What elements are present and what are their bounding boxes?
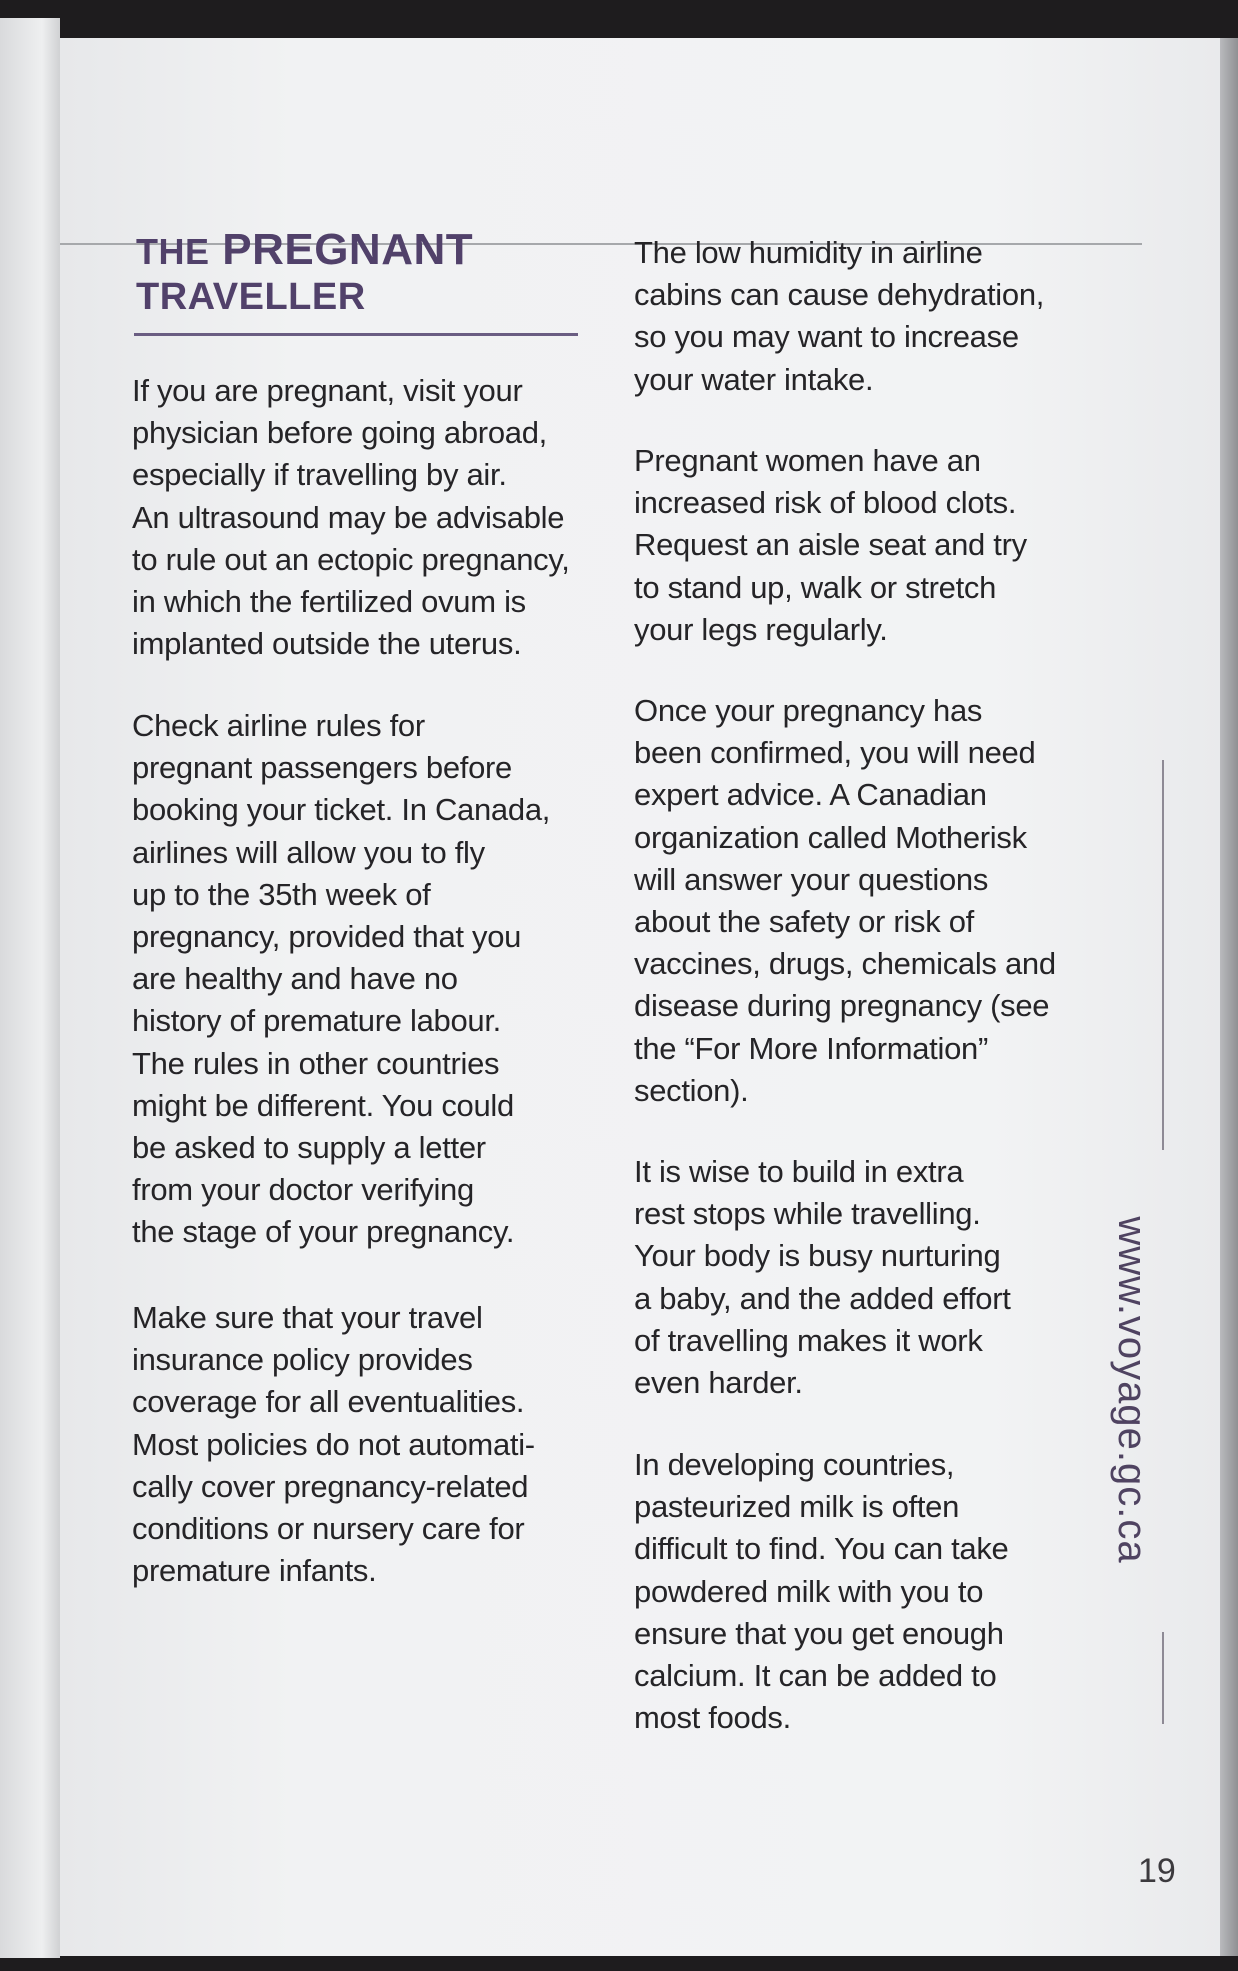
page-number: 19 bbox=[1138, 1852, 1176, 1890]
title-small-word: THE bbox=[136, 231, 210, 272]
section-title bbox=[136, 225, 576, 318]
website-url: www.voyage.gc.ca bbox=[1110, 1216, 1154, 1564]
title-line-1 bbox=[136, 225, 576, 274]
sidebar-line-bottom bbox=[1162, 1632, 1164, 1724]
paragraph-motherisk: Once your pregnancy has been confirmed, you will need expert advice. A Canadian organization called Motherisk will answer your questions about the safety or risk of vaccines, drugs, chemicals and disease during pregnancy (see the “For More Information” section). bbox=[634, 693, 1056, 1108]
title-large-word: PREGNANT bbox=[222, 225, 474, 274]
paragraph-rest-stops: It is wise to build in extra rest stops while travelling. Your body is busy nurturing a baby, and the added effort of travelling makes it work even harder. bbox=[634, 1154, 1011, 1401]
paragraph-travel-insurance: Make sure that your travel insurance policy provides coverage for all eventualities. Most policies do not automati- cally cover pregnancy-related conditions or nursery care for premature infants. bbox=[132, 1300, 535, 1589]
title-line-2: TRAVELLER bbox=[136, 276, 366, 318]
title-underline bbox=[134, 333, 578, 336]
page-edge-shadow bbox=[1220, 38, 1238, 1956]
paragraph-pasteurized-milk: In developing countries, pasteurized milk is often difficult to find. You can take powdered milk with you to ensure that you get enough calcium. It can be added to most foods. bbox=[634, 1447, 1009, 1736]
paragraph-low-humidity: The low humidity in airline cabins can cause dehydration, so you may want to increase your water intake. bbox=[634, 235, 1045, 397]
sidebar-line-top bbox=[1162, 760, 1164, 1150]
paragraph-blood-clots: Pregnant women have an increased risk of blood clots. Request an aisle seat and try to stand up, walk or stretch your legs regularly. bbox=[634, 443, 1027, 647]
paragraph-airline-rules: Check airline rules for pregnant passengers before booking your ticket. In Canada, airlines will allow you to fly up to the 35th week of pregnancy, provided that you are healthy and have no history of premature labour. The rules in other countries might be different. You could be asked to supply a letter from your doctor verifying the stage of your pregnancy. bbox=[132, 708, 551, 1250]
paragraph-visit-physician: If you are pregnant, visit your physician before going abroad, especially if travelling by air. An ultrasound may be advisable to rule out an ectopic pregnancy, in which the fertilized ovum is implanted outside the uterus. bbox=[132, 373, 570, 662]
previous-page-edge bbox=[0, 18, 60, 1958]
